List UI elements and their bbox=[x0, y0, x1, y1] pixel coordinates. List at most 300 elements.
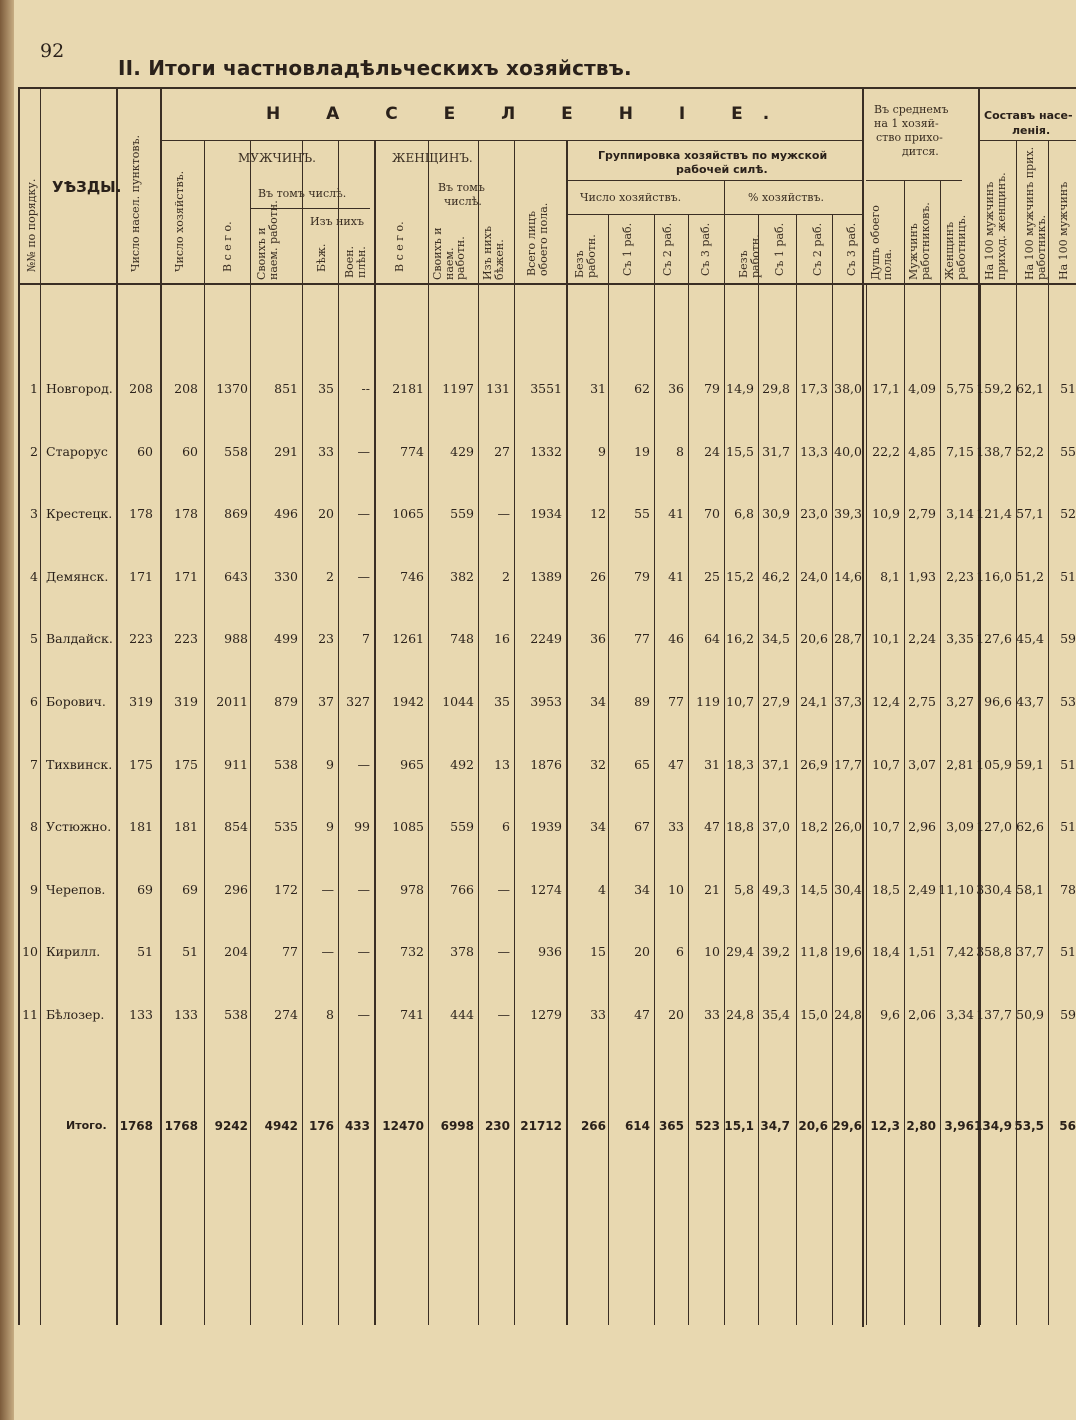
table-cell: 20,6 bbox=[800, 631, 828, 646]
table-cell: 35 bbox=[318, 381, 334, 396]
table-cell: 36 bbox=[668, 381, 684, 396]
total-cell: 2,80 bbox=[906, 1119, 936, 1133]
table-cell: 851 bbox=[274, 381, 298, 396]
table-cell: 31 bbox=[590, 381, 606, 396]
table-cell: 34 bbox=[634, 882, 650, 897]
table-cell: 33 bbox=[318, 444, 334, 459]
table-cell: 24,1 bbox=[800, 694, 828, 709]
table-cell: 774 bbox=[400, 444, 424, 459]
table-cell: 30,4 bbox=[834, 882, 862, 897]
table-cell: 496 bbox=[274, 506, 298, 521]
table-cell: 33 bbox=[590, 1007, 606, 1022]
header-avg-2: на 1 хозяй- bbox=[874, 117, 939, 130]
table-cell: 159,2 bbox=[976, 381, 1012, 396]
table-cell: 133 bbox=[174, 1007, 198, 1022]
table-cell: 2 bbox=[326, 569, 334, 584]
table-cell: 358,8 bbox=[976, 944, 1012, 959]
table-cell: 978 bbox=[400, 882, 424, 897]
table-cell: 558 bbox=[224, 444, 248, 459]
table-cell: — bbox=[497, 882, 510, 897]
table-cell: 79 bbox=[634, 569, 650, 584]
table-cell: 2,75 bbox=[908, 694, 936, 709]
column-rule bbox=[18, 89, 20, 1325]
table-cell: 19 bbox=[634, 444, 650, 459]
total-cell: 3,96 bbox=[944, 1119, 974, 1133]
table-cell: — bbox=[357, 757, 370, 772]
table-cell: 50,9 bbox=[1016, 1007, 1044, 1022]
table-cell: 175 bbox=[129, 757, 153, 772]
table-cell: — bbox=[321, 882, 334, 897]
table-cell: 119 bbox=[696, 694, 720, 709]
table-cell: 23,0 bbox=[800, 506, 828, 521]
table-cell: 172 bbox=[274, 882, 298, 897]
table-cell: 3,07 bbox=[908, 757, 936, 772]
table-cell: 327 bbox=[346, 694, 370, 709]
table-cell: 1939 bbox=[530, 819, 562, 834]
header-uezd: УѢЗДЫ. bbox=[52, 178, 122, 196]
total-cell: 1768 bbox=[164, 1119, 198, 1133]
table-cell: 43,7 bbox=[1016, 694, 1044, 709]
table-cell: 538 bbox=[274, 757, 298, 772]
table-cell: 9,6 bbox=[880, 1007, 900, 1022]
table-cell: 291 bbox=[274, 444, 298, 459]
table-cell: 2,81 bbox=[946, 757, 974, 772]
header-na100-2: На 100 мужчинъ прих. работникъ. bbox=[1023, 146, 1048, 280]
column-rule bbox=[654, 214, 655, 1325]
table-cell: 37,0 bbox=[762, 819, 790, 834]
table-cell: 33 bbox=[704, 1007, 720, 1022]
table-cell: 16,2 bbox=[726, 631, 754, 646]
column-rule bbox=[1016, 140, 1017, 1325]
table-cell: 37 bbox=[318, 694, 334, 709]
table-cell: 178 bbox=[174, 506, 198, 521]
table-cell: 65 bbox=[634, 757, 650, 772]
table-cell: 1876 bbox=[530, 757, 562, 772]
table-cell: 18,8 bbox=[726, 819, 754, 834]
table-cell: 2 bbox=[502, 569, 510, 584]
column-rule bbox=[724, 214, 725, 1325]
table-cell: 79 bbox=[704, 381, 720, 396]
total-cell: 230 bbox=[484, 1119, 510, 1133]
table-cell: 47 bbox=[668, 757, 684, 772]
table-cell: 3551 bbox=[530, 381, 562, 396]
table-cell: 8,1 bbox=[880, 569, 900, 584]
uezd-name: Демянск. bbox=[46, 569, 109, 584]
table-cell: 27,9 bbox=[762, 694, 790, 709]
table-cell: 13 bbox=[494, 757, 510, 772]
header-avg-4: дится. bbox=[902, 145, 939, 158]
table-cell: 77 bbox=[668, 694, 684, 709]
table-cell: 6 bbox=[502, 819, 510, 834]
header-dush: Душъ обоего пола. bbox=[869, 205, 894, 280]
table-cell: 1044 bbox=[442, 694, 474, 709]
table-cell: 17,3 bbox=[800, 381, 828, 396]
table-cell: 1261 bbox=[392, 631, 424, 646]
table-cell: 62 bbox=[634, 381, 650, 396]
total-label: Итого. bbox=[66, 1119, 107, 1132]
table-cell: 70 bbox=[704, 506, 720, 521]
table-cell: — bbox=[497, 944, 510, 959]
table-cell: 21 bbox=[704, 882, 720, 897]
header-s2: Съ 2 раб. bbox=[661, 222, 674, 276]
uezd-name: Устюжно. bbox=[46, 819, 112, 834]
table-cell: — bbox=[321, 944, 334, 959]
table-cell: 25 bbox=[704, 569, 720, 584]
table-cell: 2,79 bbox=[908, 506, 936, 521]
table-cell: 6,8 bbox=[734, 506, 754, 521]
table-cell: 36 bbox=[590, 631, 606, 646]
table-cell: — bbox=[357, 506, 370, 521]
table-cell: 7,42 bbox=[946, 944, 974, 959]
total-cell: 34,7 bbox=[760, 1119, 790, 1133]
table-cell: 59 bbox=[1060, 1007, 1076, 1022]
table-cell: 9 bbox=[326, 819, 334, 834]
table-cell: 319 bbox=[174, 694, 198, 709]
table-cell: 8 bbox=[676, 444, 684, 459]
header-voen: Воен. плѣн. bbox=[343, 245, 368, 278]
table-cell: 5,8 bbox=[734, 882, 754, 897]
table-cell: 9 bbox=[598, 444, 606, 459]
table-cell: 330 bbox=[274, 569, 298, 584]
table-cell: 178 bbox=[129, 506, 153, 521]
table-cell: 18,2 bbox=[800, 819, 828, 834]
table-cell: 175 bbox=[174, 757, 198, 772]
table-cell: 2,23 bbox=[946, 569, 974, 584]
total-cell: 1768 bbox=[119, 1119, 153, 1133]
uezd-name: Бѣлозер. bbox=[46, 1007, 105, 1022]
header-avg-3: ство прихо- bbox=[876, 131, 943, 144]
header-naselenie: Н А С Е Л Е Н I Е. bbox=[266, 104, 790, 124]
header-vsego-lic: Всего лицъ обоего пола. bbox=[525, 202, 550, 276]
table-cell: 741 bbox=[400, 1007, 424, 1022]
table-cell: 538 bbox=[224, 1007, 248, 1022]
header-pct-s3: Съ 3 раб. bbox=[845, 222, 858, 276]
total-cell: 29,6 bbox=[832, 1119, 862, 1133]
table-cell: 52 bbox=[1060, 506, 1076, 521]
table-cell: 1197 bbox=[442, 381, 474, 396]
column-rule bbox=[428, 140, 429, 1325]
row-number: 3 bbox=[30, 506, 38, 521]
header-na100-1: На 100 мужчинъ приход. женщинъ. bbox=[983, 172, 1008, 280]
table-cell: 31,7 bbox=[762, 444, 790, 459]
column-rule bbox=[978, 87, 980, 1327]
table-cell: 24,0 bbox=[800, 569, 828, 584]
table-cell: 77 bbox=[634, 631, 650, 646]
table-cell: 319 bbox=[129, 694, 153, 709]
table-cell: 35 bbox=[494, 694, 510, 709]
table-cell: 31 bbox=[704, 757, 720, 772]
column-rule bbox=[1048, 140, 1049, 1325]
table-cell: 29,4 bbox=[726, 944, 754, 959]
uezd-name: Кирилл. bbox=[46, 944, 101, 959]
table-cell: 10,1 bbox=[872, 631, 900, 646]
table-cell: 60 bbox=[137, 444, 153, 459]
header-s3: Съ 3 раб. bbox=[699, 222, 712, 276]
table-cell: 204 bbox=[224, 944, 248, 959]
table-cell: 1065 bbox=[392, 506, 424, 521]
table-cell: 223 bbox=[174, 631, 198, 646]
table-cell: 26,9 bbox=[800, 757, 828, 772]
header-w-rab: Женщинъ работницъ. bbox=[943, 214, 968, 280]
table-cell: 208 bbox=[129, 381, 153, 396]
table-cell: 1332 bbox=[530, 444, 562, 459]
table-cell: 67 bbox=[634, 819, 650, 834]
header-grupp-1: Группировка хозяйствъ по мужской bbox=[598, 149, 828, 162]
table-cell: 4,09 bbox=[908, 381, 936, 396]
table-cell: 59 bbox=[1060, 631, 1076, 646]
table-cell: 10 bbox=[704, 944, 720, 959]
table-cell: 35,4 bbox=[762, 1007, 790, 1022]
table-cell: 171 bbox=[174, 569, 198, 584]
total-cell: 15,1 bbox=[724, 1119, 754, 1133]
column-rule bbox=[608, 214, 609, 1325]
table-cell: 57,1 bbox=[1016, 506, 1044, 521]
table-cell: 18,3 bbox=[726, 757, 754, 772]
table-cell: 732 bbox=[400, 944, 424, 959]
table-cell: 55 bbox=[1060, 444, 1076, 459]
header-chislo-hoz: Число хозяйствъ. bbox=[580, 191, 682, 204]
header-iz-nih: Изъ нихъ bbox=[310, 215, 364, 228]
row-number: 11 bbox=[22, 1007, 38, 1022]
table-cell: 37,7 bbox=[1016, 944, 1044, 959]
table-cell: 51 bbox=[1060, 757, 1076, 772]
table-cell: 965 bbox=[400, 757, 424, 772]
table-cell: 274 bbox=[274, 1007, 298, 1022]
table-cell: 748 bbox=[450, 631, 474, 646]
table-cell: 8 bbox=[326, 1007, 334, 1022]
table-cell: 1279 bbox=[530, 1007, 562, 1022]
header-svoih-m: Своихъ и наем. работн. bbox=[255, 200, 280, 280]
column-rule bbox=[862, 87, 864, 1327]
table-cell: 77 bbox=[282, 944, 298, 959]
table-cell: -- bbox=[361, 381, 370, 396]
table-cell: 3953 bbox=[530, 694, 562, 709]
table-cell: 15,2 bbox=[726, 569, 754, 584]
rule-grupp bbox=[566, 180, 862, 181]
table-cell: — bbox=[357, 444, 370, 459]
rule-sostav bbox=[978, 140, 1076, 141]
table-cell: 2249 bbox=[530, 631, 562, 646]
table-cell: 46,2 bbox=[762, 569, 790, 584]
page-title: II. Итоги частновладѣльческихъ хозяйствъ. bbox=[118, 56, 632, 80]
table-cell: 18,4 bbox=[872, 944, 900, 959]
header-bezh: Бѣж. bbox=[315, 243, 328, 272]
table-cell: 1,51 bbox=[908, 944, 936, 959]
header-grupp-2: рабочей силѣ. bbox=[676, 163, 768, 176]
table-cell: 51 bbox=[1060, 944, 1076, 959]
total-cell: 176 bbox=[308, 1119, 334, 1133]
column-rule bbox=[904, 180, 905, 1325]
table-cell: 51 bbox=[182, 944, 198, 959]
table-cell: 1942 bbox=[392, 694, 424, 709]
table-cell: 105,9 bbox=[976, 757, 1012, 772]
column-rule bbox=[688, 214, 689, 1325]
column-rule bbox=[478, 140, 479, 1325]
header-v-tom-w1: Въ томъ bbox=[438, 181, 485, 194]
header-zhen: ЖЕНЩИНЪ. bbox=[392, 151, 473, 165]
uezd-name: Черепов. bbox=[46, 882, 106, 897]
table-cell: 17,1 bbox=[872, 381, 900, 396]
total-cell: 614 bbox=[624, 1119, 650, 1133]
table-cell: 69 bbox=[137, 882, 153, 897]
header-na100-3: На 100 мужчинъ bbox=[1057, 181, 1070, 280]
table-cell: 444 bbox=[450, 1007, 474, 1022]
total-cell: 20,6 bbox=[798, 1119, 828, 1133]
table-cell: 24,8 bbox=[834, 1007, 862, 1022]
table-cell: 746 bbox=[400, 569, 424, 584]
table-cell: 171 bbox=[129, 569, 153, 584]
uezd-name: Крестецк. bbox=[46, 506, 113, 521]
table-cell: — bbox=[357, 569, 370, 584]
table-cell: 33 bbox=[668, 819, 684, 834]
column-rule bbox=[204, 140, 205, 1325]
table-cell: 7,15 bbox=[946, 444, 974, 459]
table-cell: 51,2 bbox=[1016, 569, 1044, 584]
column-rule bbox=[940, 180, 941, 1325]
table-cell: 15,5 bbox=[726, 444, 754, 459]
header-pct-s2: Съ 2 раб. bbox=[811, 222, 824, 276]
table-cell: 133 bbox=[129, 1007, 153, 1022]
column-rule bbox=[250, 140, 251, 1325]
table-cell: — bbox=[357, 944, 370, 959]
table-cell: — bbox=[357, 882, 370, 897]
total-cell: 365 bbox=[658, 1119, 684, 1133]
header-sostav-2: ленія. bbox=[1012, 124, 1051, 137]
table-cell: 137,7 bbox=[976, 1007, 1012, 1022]
table-cell: 14,9 bbox=[726, 381, 754, 396]
header-m-rab: Мужчинъ работниковъ. bbox=[907, 202, 932, 280]
table-cell: — bbox=[357, 1007, 370, 1022]
header-s1: Съ 1 раб. bbox=[621, 222, 634, 276]
row-number: 4 bbox=[30, 569, 38, 584]
uezd-name: Старорус bbox=[46, 444, 108, 459]
table-cell: 131 bbox=[486, 381, 510, 396]
table-cell: 10,7 bbox=[872, 819, 900, 834]
table-cell: 869 bbox=[224, 506, 248, 521]
table-cell: 58,1 bbox=[1016, 882, 1044, 897]
table-cell: 27 bbox=[494, 444, 510, 459]
table-cell: 9 bbox=[326, 757, 334, 772]
table-cell: 62,6 bbox=[1016, 819, 1044, 834]
table-cell: 17,7 bbox=[834, 757, 862, 772]
table-cell: 116,0 bbox=[976, 569, 1012, 584]
uezd-name: Тихвинск. bbox=[46, 757, 113, 772]
table-cell: 4 bbox=[598, 882, 606, 897]
header-vsego-m: В с е г о. bbox=[221, 221, 234, 272]
column-rule bbox=[374, 140, 376, 1325]
table-cell: 1934 bbox=[530, 506, 562, 521]
rule-under-naselenie bbox=[160, 140, 862, 141]
table-cell: 24,8 bbox=[726, 1007, 754, 1022]
header-sostav-1: Составъ насе- bbox=[984, 109, 1073, 122]
row-number: 5 bbox=[30, 631, 38, 646]
table-cell: 911 bbox=[224, 757, 248, 772]
table-cell: 23 bbox=[318, 631, 334, 646]
uezd-name: Борович. bbox=[46, 694, 106, 709]
column-rule bbox=[832, 214, 833, 1325]
column-rule bbox=[40, 89, 41, 1325]
table-cell: 535 bbox=[274, 819, 298, 834]
table-cell: 20 bbox=[634, 944, 650, 959]
table-cell: 2,49 bbox=[908, 882, 936, 897]
table-cell: 78 bbox=[1060, 882, 1076, 897]
total-cell: 4942 bbox=[264, 1119, 298, 1133]
table-cell: 11,10 bbox=[938, 882, 974, 897]
total-cell: 12470 bbox=[382, 1119, 424, 1133]
total-cell: 266 bbox=[580, 1119, 606, 1133]
table-cell: 41 bbox=[668, 569, 684, 584]
table-cell: 382 bbox=[450, 569, 474, 584]
row-number: 6 bbox=[30, 694, 38, 709]
table-cell: 34,5 bbox=[762, 631, 790, 646]
table-cell: 2,06 bbox=[908, 1007, 936, 1022]
table-cell: 121,4 bbox=[976, 506, 1012, 521]
table-cell: 1,93 bbox=[908, 569, 936, 584]
column-rule bbox=[566, 140, 568, 1325]
total-cell: 9242 bbox=[214, 1119, 248, 1133]
table-top-rule bbox=[18, 87, 1076, 89]
table-cell: 51 bbox=[1060, 819, 1076, 834]
header-v-tom-m: Въ томъ числѣ. bbox=[258, 187, 347, 200]
table-cell: 492 bbox=[450, 757, 474, 772]
header-bez-rab: Безъ работн. bbox=[573, 234, 598, 278]
table-cell: 3,35 bbox=[946, 631, 974, 646]
table-cell: 15 bbox=[590, 944, 606, 959]
header-avg-1: Въ среднемъ bbox=[874, 103, 949, 116]
header-punkty: Число насел. пунктовъ. bbox=[129, 134, 142, 272]
table-cell: 12,4 bbox=[872, 694, 900, 709]
table-cell: 69 bbox=[182, 882, 198, 897]
table-cell: 988 bbox=[224, 631, 248, 646]
table-cell: 2,24 bbox=[908, 631, 936, 646]
table-cell: 5,75 bbox=[946, 381, 974, 396]
table-cell: 60 bbox=[182, 444, 198, 459]
row-number: 9 bbox=[30, 882, 38, 897]
header-bottom-rule bbox=[18, 283, 1076, 285]
column-rule bbox=[302, 140, 303, 1325]
table-cell: 181 bbox=[129, 819, 153, 834]
table-cell: 3,14 bbox=[946, 506, 974, 521]
table-cell: 32 bbox=[590, 757, 606, 772]
table-cell: 2181 bbox=[392, 381, 424, 396]
table-cell: — bbox=[497, 506, 510, 521]
table-cell: 643 bbox=[224, 569, 248, 584]
table-cell: 28,7 bbox=[834, 631, 862, 646]
total-cell: 56 bbox=[1059, 1119, 1076, 1133]
header-pct-s1: Съ 1 раб. bbox=[773, 222, 786, 276]
table-cell: 378 bbox=[450, 944, 474, 959]
table-cell: 854 bbox=[224, 819, 248, 834]
table-cell: 20 bbox=[318, 506, 334, 521]
table-cell: 49,3 bbox=[762, 882, 790, 897]
table-cell: 127,6 bbox=[976, 631, 1012, 646]
table-cell: 62,1 bbox=[1016, 381, 1044, 396]
table-cell: 15,0 bbox=[800, 1007, 828, 1022]
total-cell: 433 bbox=[344, 1119, 370, 1133]
table-cell: 4,85 bbox=[908, 444, 936, 459]
table-cell: 879 bbox=[274, 694, 298, 709]
column-rule bbox=[514, 140, 515, 1325]
total-cell: 53,5 bbox=[1014, 1119, 1044, 1133]
table-cell: 936 bbox=[538, 944, 562, 959]
table-cell: 96,6 bbox=[984, 694, 1012, 709]
table-cell: 7 bbox=[362, 631, 370, 646]
table-cell: 330,4 bbox=[976, 882, 1012, 897]
table-cell: 296 bbox=[224, 882, 248, 897]
table-cell: 3,34 bbox=[946, 1007, 974, 1022]
column-rule bbox=[478, 208, 479, 285]
table-cell: 59,1 bbox=[1016, 757, 1044, 772]
